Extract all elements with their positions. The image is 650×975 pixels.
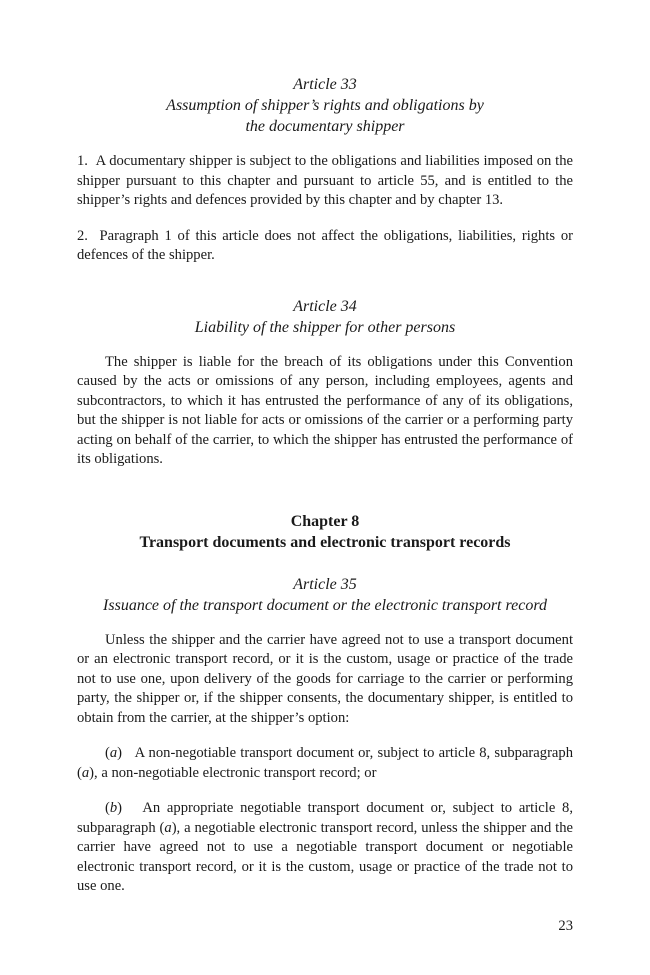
paragraph-text: Paragraph 1 of this article does not affect the obligations, liabilities, rights or defences of the shipper. bbox=[77, 227, 574, 263]
paragraph-number: 2. bbox=[77, 227, 88, 244]
chapter-8-title: Transport documents and electronic transport records bbox=[139, 533, 511, 551]
article-34-heading: Article 34 bbox=[293, 297, 357, 315]
item-subparagraph-ref: a bbox=[81, 764, 90, 781]
article-35-heading: Article 35 bbox=[293, 575, 357, 593]
article-34 bbox=[77, 296, 573, 470]
article-34-paragraph: The shipper is liable for the breach of its obligations under this Convention caused by the acts or omissions of any person, including employees, agents and subcontractors, to which it has entrusted the performance of any of its obligations, but the shipper is not liable for acts or omissions of the carrier or a performing party acting on behalf of the carrier, to which the shipper has entrusted the performance of its obligations. bbox=[77, 353, 573, 467]
document-page bbox=[77, 74, 573, 897]
article-33-title-line2: the documentary shipper bbox=[245, 118, 405, 135]
article-35-intro: Unless the shipper and the carrier have agreed not to use a transport document or an electronic transport record, or it is the custom, usage or practice of the trade not to use one, upon delivery of the goods for carriage to the carrier or performing party, the shipper or, if the shipper consents, the documentary shipper, is entitled to obtain from the carrier, at the shipper’s option: bbox=[77, 631, 573, 726]
article-33-paragraph-1 bbox=[77, 152, 573, 211]
chapter-8-heading: Chapter 8 bbox=[290, 512, 360, 530]
item-text-part2: ), a negotiable electronic transport record, unless the shipper and the carrier have agreed not to use a negotiable transport document or negotiable electronic transport record, or it is the custom, usage or practice of the trade not to use one. bbox=[77, 819, 574, 894]
item-subparagraph-ref: a bbox=[164, 819, 172, 836]
article-33-heading: Article 33 bbox=[293, 76, 357, 93]
page-number: 23 bbox=[558, 918, 573, 934]
article-35-title: Issuance of the transport document or the electronic transport record bbox=[103, 596, 547, 614]
item-text-part1: An appropriate negotiable transport document or, subject to article 8, subparagraph ( bbox=[77, 800, 573, 836]
article-33-paragraph-2 bbox=[77, 227, 573, 266]
article-35-item-a: (a) A non-negotiable transport document or, subject to article 8, subparagraph (a), a non-negotiable electronic transport record; or bbox=[77, 745, 573, 781]
item-text-part2: ), a non-negotiable electronic transport record; or bbox=[89, 764, 377, 781]
paragraph-text: A documentary shipper is subject to the obligations and liabilities imposed on the shipper pursuant to this chapter and pursuant to article 55, and is entitled to the shipper’s rights and defences provided by this chapter and by chapter 13. bbox=[77, 153, 574, 208]
item-label: b bbox=[109, 800, 118, 816]
article-35 bbox=[77, 574, 573, 897]
article-33-title-line1: Assumption of shipper’s rights and obligations by bbox=[166, 97, 484, 114]
item-text-part1: A non-negotiable transport document or, subject to article 8, subparagraph ( bbox=[77, 745, 573, 781]
article-35-item-b: (b) An appropriate negotiable transport document or, subject to article 8, subparagraph (a), a negotiable electronic transport record, unless the shipper and the carrier have agreed not to use a negotiable transport document or negotiable electronic transport record, or it is the custom, usage or practice of the trade not to use one. bbox=[77, 800, 574, 894]
article-34-title: Liability of the shipper for other persons bbox=[194, 318, 456, 336]
article-33 bbox=[77, 74, 573, 266]
item-label: a bbox=[109, 745, 118, 761]
chapter-8 bbox=[77, 511, 573, 553]
paragraph-number: 1. bbox=[77, 153, 88, 169]
